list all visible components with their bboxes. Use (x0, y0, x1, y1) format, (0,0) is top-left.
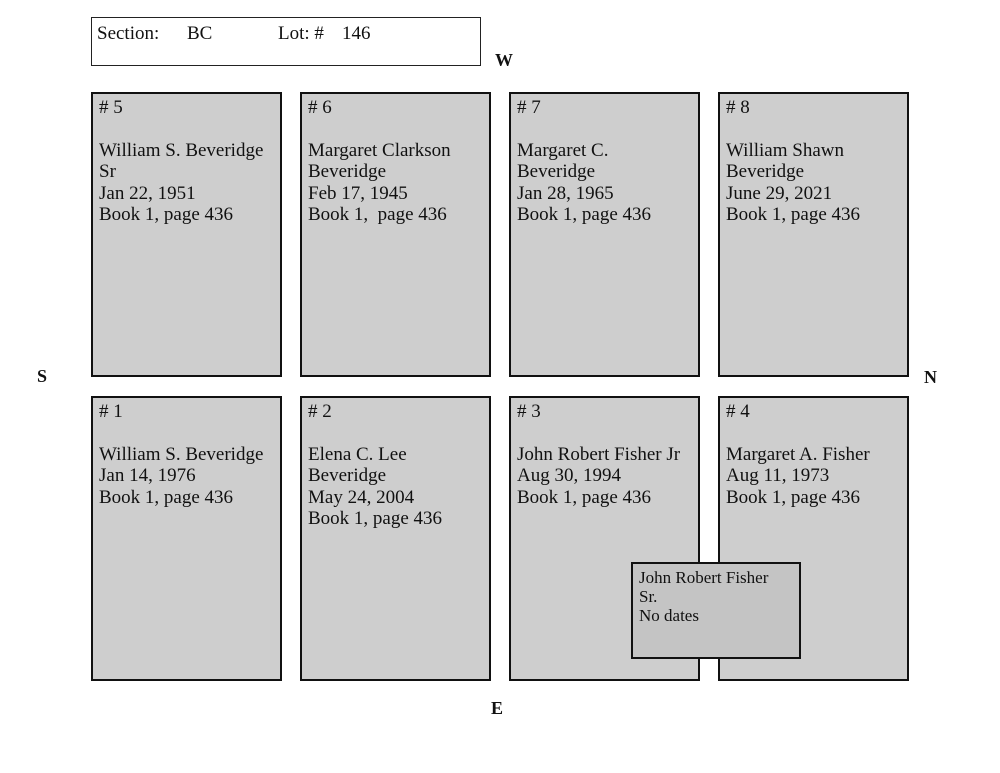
plot-name-line: Beveridge (517, 161, 596, 182)
plot-number: # 2 (308, 401, 332, 422)
plot-date: Aug 30, 1994 (517, 465, 621, 486)
plot-name-line: Sr (99, 161, 116, 182)
plot-date: Feb 17, 1945 (308, 182, 408, 204)
plot-book-ref: Book 1, page 436 (99, 486, 234, 508)
plot-date: June 29, 2021 (726, 182, 833, 204)
plot-date: May 24, 2004 (308, 486, 415, 508)
plot-name-line: Margaret C. (517, 139, 609, 161)
plot-name-line: Beveridge (726, 161, 805, 182)
plot-date: Jan 22, 1951 (99, 182, 196, 204)
plot-name-line: John Robert Fisher Jr (517, 443, 681, 465)
compass-west: W (495, 50, 513, 70)
plot-6 (300, 92, 491, 377)
compass-east: E (491, 698, 504, 718)
plot-5 (91, 92, 282, 377)
plot-book-ref: Book 1, page 436 (726, 486, 861, 508)
plot-number: # 8 (726, 97, 750, 118)
plot-date: Aug 11, 1973 (726, 465, 830, 486)
plot-date: Jan 14, 1976 (99, 465, 196, 486)
plot-book-ref: Book 1, page 436 (308, 204, 447, 225)
plot-book-ref: Book 1, page 436 (517, 486, 652, 508)
plot-number: # 5 (99, 97, 123, 118)
plot-name-line: Beveridge (308, 465, 387, 486)
compass-south: S (37, 366, 48, 386)
plot-name-line: William S. Beveridge (99, 443, 264, 465)
lot-label: Lot: # (278, 23, 324, 44)
plot-name-line: Margaret Clarkson (308, 139, 451, 161)
compass-north: N (924, 367, 937, 387)
inset-date: No dates (639, 606, 699, 625)
lot-value: 146 (342, 23, 371, 44)
plot-number: # 3 (517, 401, 541, 422)
plot-name-line: William S. Beveridge (99, 139, 264, 161)
inset-name-line: Sr. (639, 587, 658, 606)
plot-number: # 7 (517, 97, 541, 118)
plot-7 (509, 92, 700, 377)
plot-1 (91, 396, 282, 681)
plot-name-line: Elena C. Lee (308, 443, 407, 465)
section-value: BC (187, 23, 213, 44)
plot-name-line: Margaret A. Fisher (726, 443, 870, 465)
plot-book-ref: Book 1, page 436 (726, 204, 861, 225)
plot-number: # 4 (726, 401, 750, 422)
plot-number: # 1 (99, 401, 123, 422)
plot-name-line: Beveridge (308, 161, 387, 182)
section-lot-header (91, 17, 481, 66)
section-label: Section: (97, 23, 160, 44)
plot-book-ref: Book 1, page 436 (308, 508, 443, 529)
plot-book-ref: Book 1, page 436 (99, 204, 234, 225)
inset-name-line: John Robert Fisher (639, 568, 769, 587)
inset-burial-box (631, 562, 801, 659)
plot-book-ref: Book 1, page 436 (517, 204, 652, 225)
plot-8 (718, 92, 909, 377)
plot-2 (300, 396, 491, 681)
plot-number: # 6 (308, 97, 332, 118)
plot-name-line: William Shawn (726, 139, 844, 161)
plot-date: Jan 28, 1965 (517, 182, 614, 204)
